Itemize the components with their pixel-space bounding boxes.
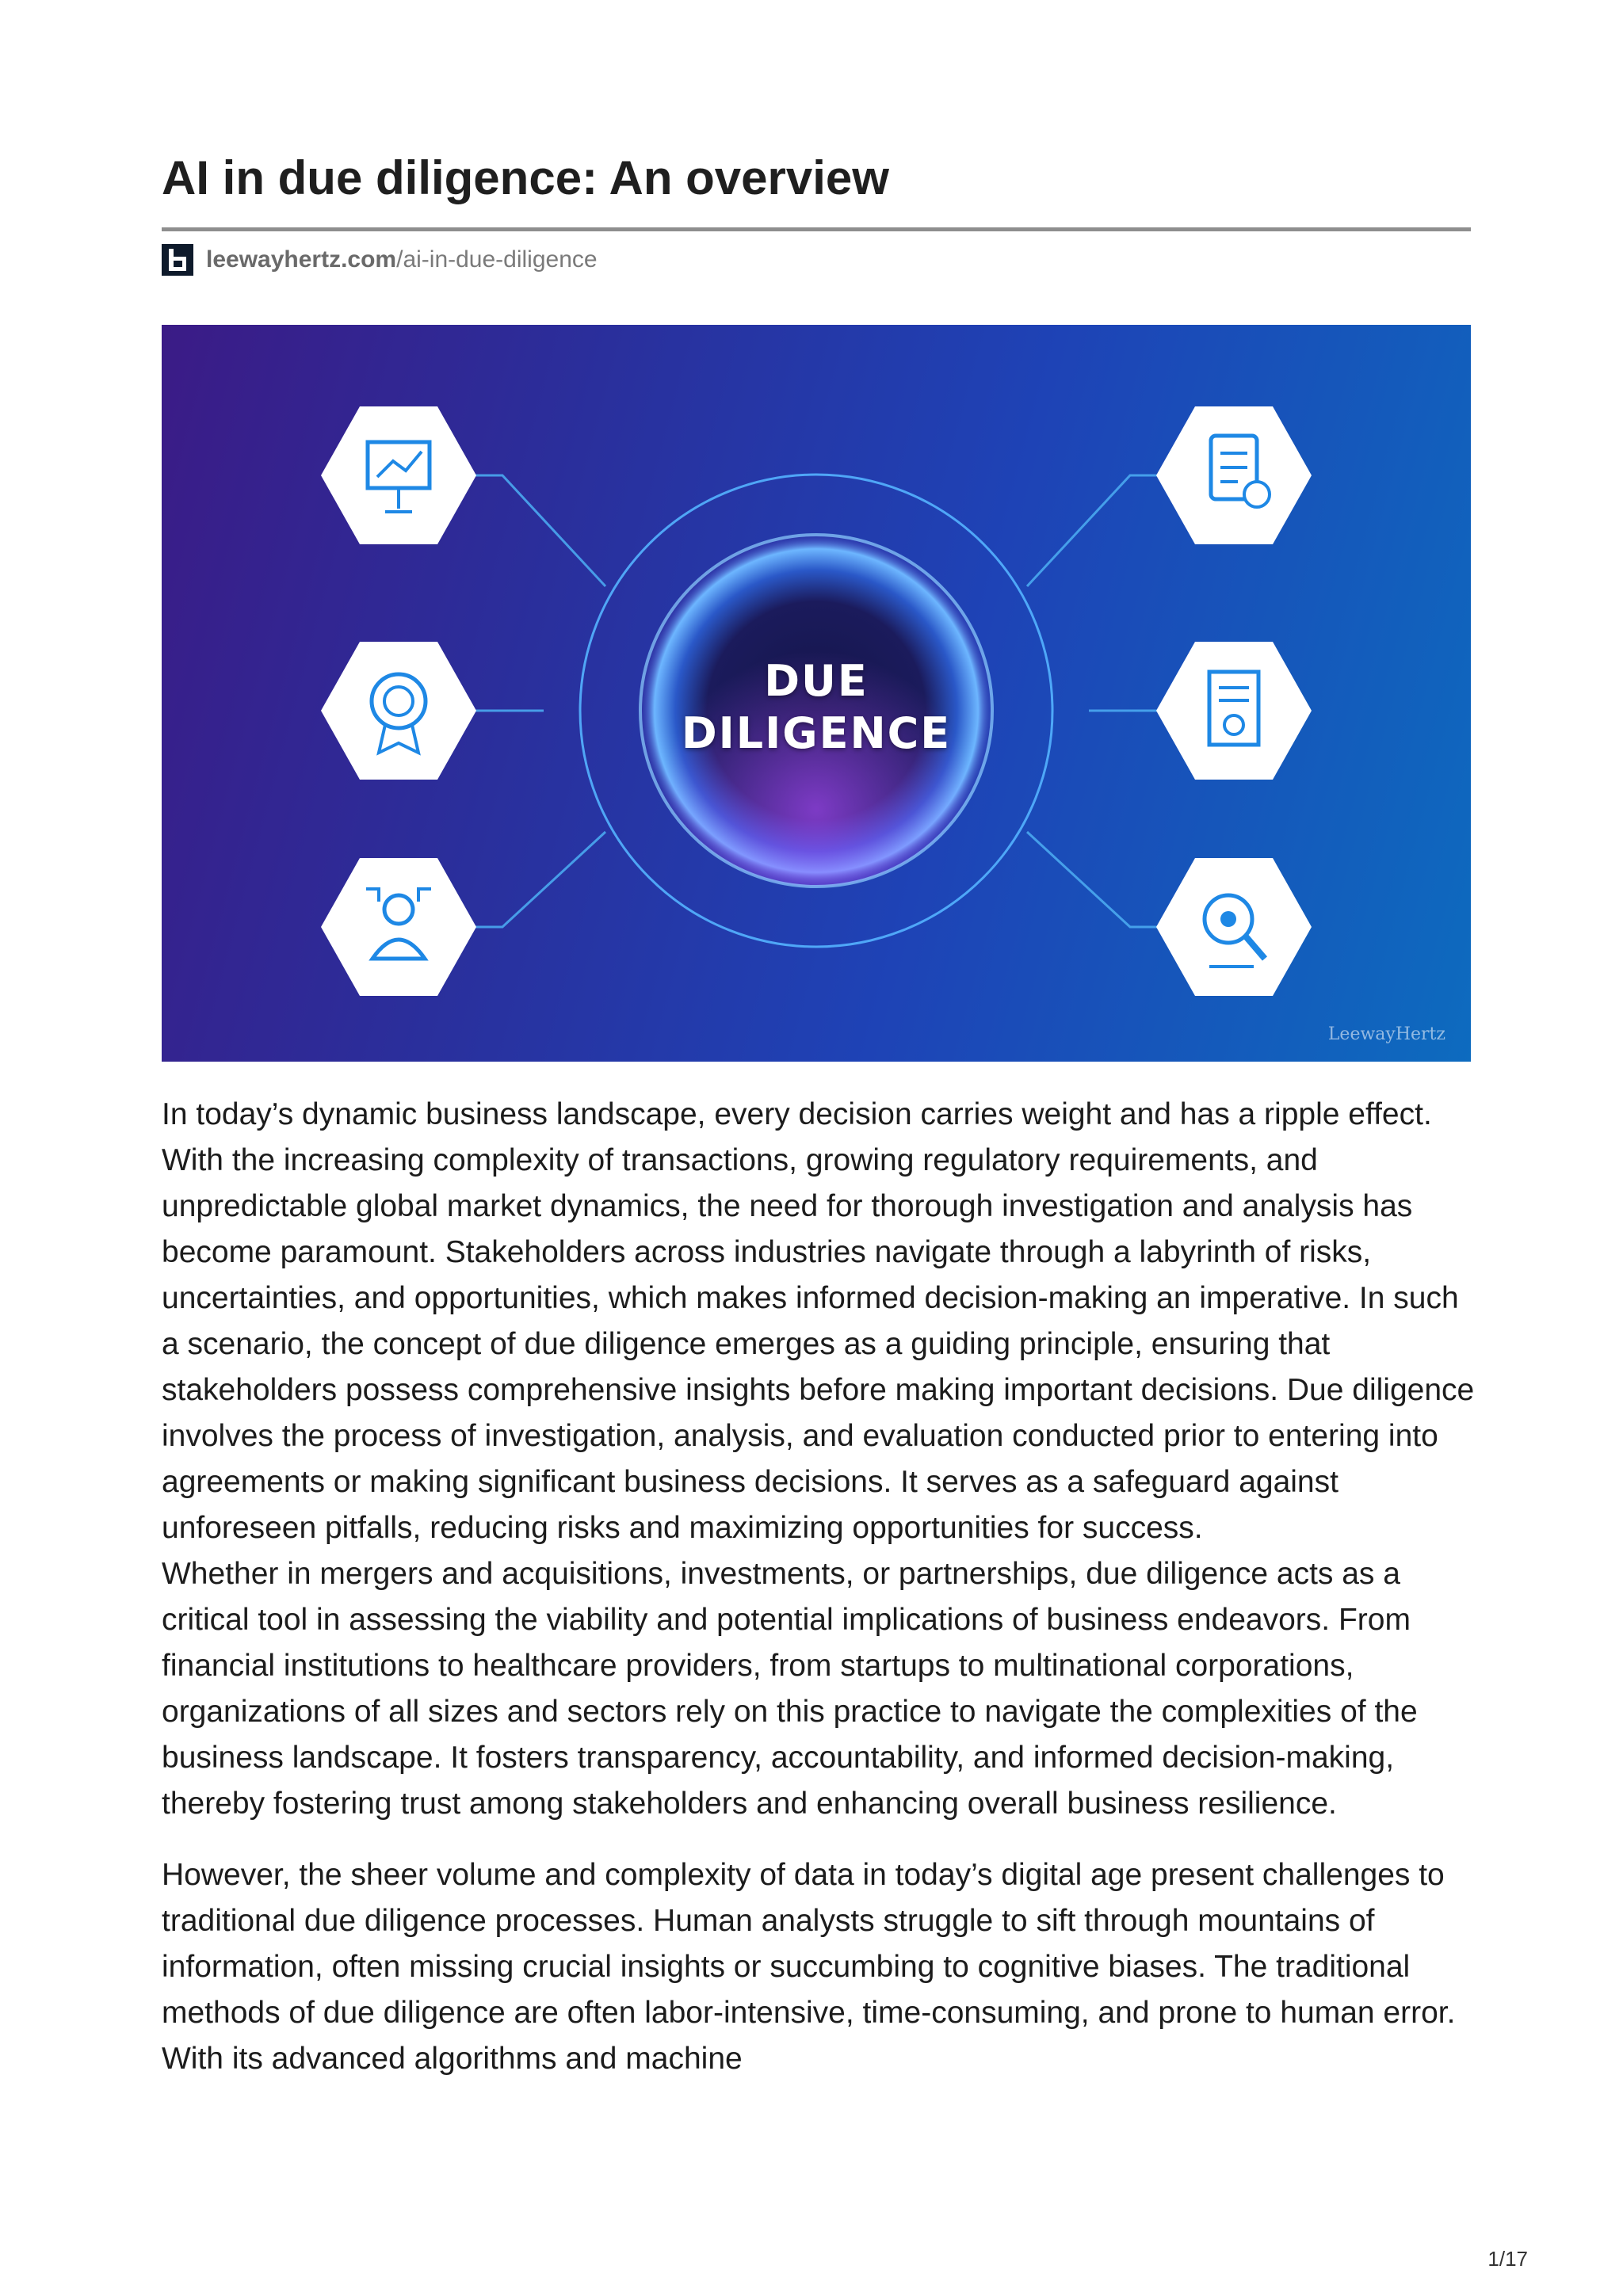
hex-icon-magnifier [1156, 858, 1312, 996]
paragraph-1: In today’s dynamic business landscape, every decision carries weight and has a ripple effect. With the increasing complexity of transactions, growing regulatory requirements, and unpredictable global market dynamics, the need for thorough investigation and analysis has become paramount. Stakeholders across industries navigate through a labyrinth of risks, uncertainties, and opportunities, which makes informed decision-making an imperative. In such a scenario, the concept of due diligence emerges as a guiding principle, ensuring that stakeholders possess comprehensive insights before making important decisions. Due diligence involves the process of investigation, analysis, and evaluation conducted prior to entering into agreements or making significant business decisions. It serves as a safeguard against unforeseen pitfalls, reducing risks and maximizing opportunities for success. [162, 1097, 1475, 1545]
hero-image [162, 325, 1471, 1062]
leewayhertz-logo-icon [162, 244, 193, 276]
hero-title-line-2: DILIGENCE [681, 708, 952, 758]
paragraph-2: Whether in mergers and acquisitions, investments, or partnerships, due diligence acts as a critical tool in assessing the viability and potential implications of business endeavors. From financial institutions to healthcare providers, from startups to multinational corporations, organizations of all sizes and sectors rely on this practice to navigate the complexities of the business landscape. It fosters transparency, accountability, and informed decision-making, thereby fostering trust among stakeholders and enhancing overall business resilience. [162, 1557, 1418, 1821]
article-body [162, 1092, 1477, 2082]
source-link[interactable] [162, 243, 598, 277]
paragraph-3: However, the sheer volume and complexity of data in today’s digital age present challenges to traditional due diligence processes. Human analysts struggle to sift through mountains of information, often missing crucial insights or succumbing to cognitive biases. The traditional methods of due diligence are often labor-intensive, time-consuming, and prone to human error. With its advanced algorithms and machine [162, 1858, 1456, 2076]
source-path: /ai-in-due-diligence [396, 246, 598, 273]
page-number: 1/17 [1487, 2247, 1528, 2271]
hex-icon-person [321, 858, 476, 996]
hero-watermark: LeewayHertz [1327, 1024, 1445, 1044]
hex-icon-document [1156, 642, 1312, 780]
source-domain: leewayhertz.com [206, 246, 397, 273]
article-title: AI in due diligence: An overview [162, 151, 889, 204]
hex-icon-checklist [1156, 406, 1312, 544]
hex-icon-presentation [321, 406, 476, 544]
hex-icon-award [321, 642, 476, 780]
title-divider [162, 227, 1471, 231]
hero-title-line-1: DUE [764, 656, 869, 706]
